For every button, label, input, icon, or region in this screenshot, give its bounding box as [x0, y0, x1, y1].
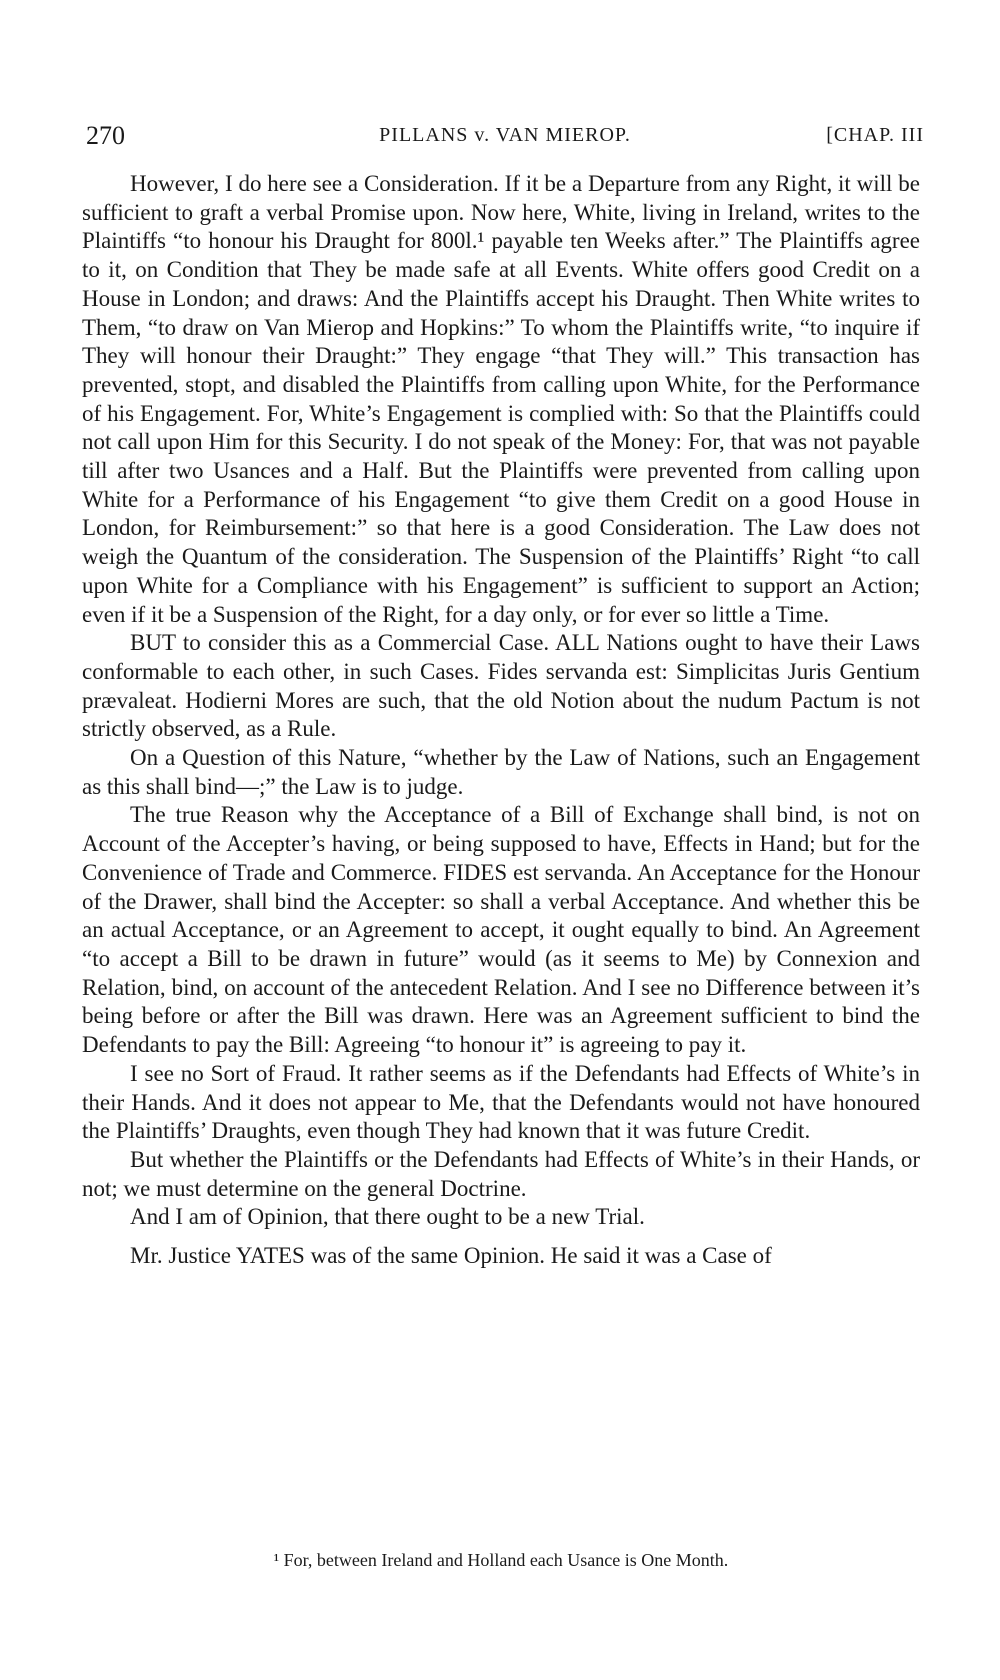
page-header	[86, 121, 924, 151]
chapter-label: [CHAP. III	[826, 124, 924, 146]
page-number: 270	[86, 121, 125, 150]
paragraph: And I am of Opinion, that there ought to be a new Trial.	[130, 1204, 645, 1230]
running-title: PILLANS v. VAN MIEROP.	[379, 124, 631, 146]
footnote: ¹ For, between Ireland and Holland each Usance is One Month.	[273, 1550, 729, 1570]
paragraph: Mr. Justice YATES was of the same Opinion. He said it was a Case of	[130, 1243, 772, 1269]
body-text	[82, 170, 920, 1271]
paragraph: On a Question of this Nature, “whether by the Law of Nations, such an Engagement as this shall bind—;” the Law is to judge.	[82, 745, 920, 799]
paragraph: But whether the Plaintiffs or the Defendants had Effects of White’s in their Hands, or not; we must determine on the general Doctrine.	[82, 1146, 920, 1201]
paragraph: However, I do here see a Consideration. If it be a Departure from any Right, it will be sufficient to graft a verbal Promise upon. Now here, White, living in Ireland, writes to the Plaintiffs “to honour his Draught for 800l.¹ payable ten Weeks after.” The Plaintiffs agree to it, on Condition that They be made safe at all Events. White offers good Credit on a House in London; and draws: And the Plaintiffs accept his Draught. Then White writes to Them, “to draw on Van Mierop and Hopkins:” To whom the Plaintiffs write, “to inquire if They will honour their Draught:” They engage “that They will.” This transaction has prevented, stopt, and disabled the Plaintiffs from calling upon White, for the Performance of his Engagement. For, White’s Engagement is complied with: So that the Plaintiffs could not call upon Him for this Security. I do not speak of the Money: For, that was not payable till after two Usances and a Half. But the Plaintiffs were prevented from calling upon White for a Performance of his Engagement “to give them Credit on a good House in London, for Reimbursement:” so that here is a good Consideration. The Law does not weigh the Quantum of the consideration. The Suspension of the Plaintiffs’ Right “to call upon White for a Compliance with his Engagement” is sufficient to support an Action; even if it be a Suspension of the Right, for a day only, or for ever so little a Time.	[82, 171, 920, 627]
paragraph: BUT to consider this as a Commercial Case. ALL Nations ought to have their Laws conformable to each other, in such Cases. Fides servanda est: Simplicitas Juris Gentium prævaleat. Hodierni Mores are such, that the old Notion about the nudum Pactum is not strictly observed, as a Rule.	[82, 630, 920, 742]
paragraph: I see no Sort of Fraud. It rather seems as if the Defendants had Effects of White’s in their Hands. And it does not appear to Me, that the Defendants would not have honoured the Plaintiffs’ Draughts, even though They had known that it was future Credit.	[82, 1060, 920, 1144]
paragraph: The true Reason why the Acceptance of a Bill of Exchange shall bind, is not on Account of the Accepter’s having, or being supposed to have, Effects in Hand; but for the Convenience of Trade and Commerce. FIDES est servanda. An Acceptance for the Honour of the Drawer, shall bind the Accepter: so shall a verbal Acceptance. And whether this be an actual Acceptance, or an Agreement to accept, it ought equally to bind. An Agreement “to accept a Bill to be drawn in future” would (as it seems to Me) by Connexion and Relation, bind, on account of the antecedent Relation. And I see no Difference between it’s being before or after the Bill was drawn. Here was an Agreement sufficient to bind the Defendants to pay the Bill: Agreeing “to honour it” is agreeing to pay it.	[82, 802, 920, 1058]
